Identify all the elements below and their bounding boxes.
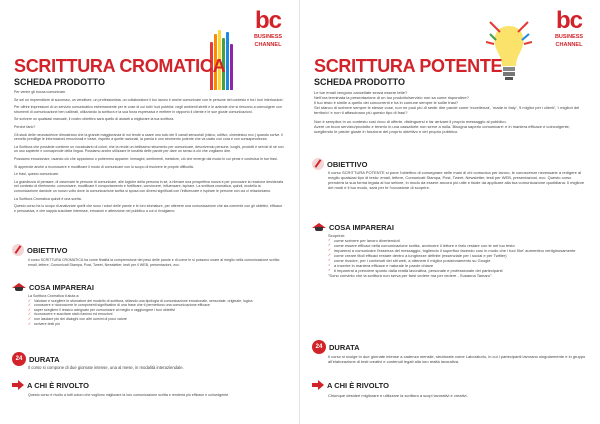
duration-heading [12, 352, 60, 366]
objective-text: Il corso SCRITTURA POTENTE si pone l'obiettivo di consegnare nelle mani di chi comunica per lavoro, le conoscenze necessarie a redigere al meglio qualsiasi tipo di testo: email, lettere, Comunicati Stampa, Post, Tweet, Newsletter, testi per WEB, presentazioni, ecc. Questo corso prenderà la sua forma legata al tuo settore, in modo da essere ancora più utile e facile da applicare alla tua comunicazione quotidiana. Il migliore dei modi è il tuo modo, sarà per te l'occasione di scoprire. [328, 170, 585, 190]
arrow-icon [312, 380, 324, 390]
objective-title: OBIETTIVO [327, 159, 368, 169]
list-item: ✓ conoscere e riconoscere le componenti significative di una frase che ti permettono una comunicazione efficace [28, 303, 283, 308]
page-subtitle: SCHEDA PRODOTTO [14, 77, 106, 87]
intro-paragraph: Per venire gli bocca comunicare. [14, 90, 67, 94]
calendar-24-icon: 24 [12, 352, 26, 366]
brand-mark: bc [254, 7, 281, 34]
calendar-24-icon: 24 [312, 340, 326, 354]
objective-title: OBIETTIVO [27, 245, 68, 255]
learn-text [28, 294, 283, 326]
learn-title: COSA IMPARERAI [329, 222, 395, 232]
intro-paragraph: Perché farlo? [14, 124, 36, 129]
intro-text [314, 90, 586, 134]
intro-paragraph: Le frasi, questo comunicare. [14, 172, 60, 177]
brand-logo [245, 7, 291, 48]
list-item: ✓ come essere efficaci nella comunicazione scritta, avvincere il lettore e farlo restare con te nel tuo testo [328, 243, 586, 248]
audience-text: Chiunque desideri migliorare e utilizzare la scrittura a scopi lavorativi e creativi. [328, 393, 468, 398]
intro-paragraph: Possiamo emozionare, usando ciò che appariamo o potremmo apparire: immagini, sentimenti, metafore, ciò che emerge dal modo in cui pensi e costruisci le tue frasi. [14, 156, 278, 161]
audience-title: A CHI È RIVOLTO [327, 380, 389, 390]
duration-heading [312, 340, 360, 354]
list-item: ✓ ti imparerai a prendere spunto dalla realtà lavorativa, personale e professionale dei partecipanti [328, 268, 586, 273]
intro-paragraph: Il tuo testo è simile a quello dei concorrenti e ha in comune sempre le solite frasi? [314, 100, 459, 105]
duration-text: Il corso si compone di due giornate intense, una al mese, in modalità interaziendale. [28, 365, 184, 370]
intro-paragraph: Si apprende anche a riconoscere e modificare il modo di comunicare con lo scopo di risolvere le proprie difficoltà. [14, 164, 194, 169]
list-item: ✓ Valutare e scegliere le sfumature del modello di scrittura, stilando una tipologia di comunicazione emozionale, sensoriale, originale, logica [28, 299, 283, 304]
learn-text [328, 233, 586, 278]
intro-paragraph: La grandezza di pensare, di osservare le persone di comunicare, alle logiche della persona in sé, a rilevare una prospettiva nuova e per provocare la reazione desiderata nel contesto di riferimento: comunicare, modificare il comportamento e fortificare, convincere, influenzare, ispirare. La scrittura cromatica, quindi, modella la comunicazione dandole un nuovo volto dove la comunicazione scritta si sposa con diversi significati con l'influenzare e ispirare le persone con cui ci relazioniamo. [14, 179, 284, 193]
lightbulb-illustration [486, 20, 532, 90]
brand-line2: CHANNEL [555, 42, 583, 48]
intro-paragraph: Non è semplice in un contesto così ricco di offerte, distinguersi e far arrivare il proprio messaggio al pubblico. [314, 119, 507, 124]
list-item: ✓ saper scegliere il lessico adeguato per comunicare al meglio e raggiungere i tuoi obiettivi [28, 308, 283, 313]
intro-paragraph: Se scrivere un qualsiasi manuale, il nostro obiettivo sarà quello di aiutarti a migliorare la tua scrittura. [14, 117, 175, 122]
objective-heading [312, 158, 367, 170]
page-title: SCRITTURA POTENTE [314, 56, 503, 76]
intro-paragraph: Gli studi delle neuroscienze dimostrano che la grande maggioranza di noi tende a usare uno solo dei 5 canali sensoriali (visivo, uditivo, cinestesico ecc.) quando scrive. Il cervello predilige le informazioni emozionali e visive, rispetto a quelle razionali, la parola è uno strumento potente che va usato con cura e con consapevolezza. [14, 132, 284, 142]
intro-paragraph: La Scrittura che possiede contiene un vocabolario di colori, che la rende un bellissimo strumento per comunicare, descrivendo persone, luoghi, prodotti e servizi di sé con un uso sapiente e consapevole della lingua. Possiamo anche utilizzare le tonalità delle parole per dare un senso a ciò che vogliamo dire. [14, 144, 284, 154]
pen-icon [12, 244, 24, 256]
audience-text: Questo corso è rivolto a tutti coloro che vogliono migliorare la loro comunicazione scritta e renderla più efficace e coinvolgente. [28, 393, 230, 397]
list-item: ✓ scrivere testi più [28, 322, 283, 327]
duration-title: DURATA [29, 354, 60, 364]
list-item: ✓ a inserire in maniera efficace e naturale le parole chiave [328, 263, 586, 268]
graduation-cap-icon [312, 222, 326, 232]
list-item: ✓ come riuscire, per i contenuti dei siti web, a ottenere il miglior posizionamento su Google [328, 258, 586, 263]
intro-paragraph: Le tue email vengono cancellate senza essere lette? [314, 90, 408, 95]
learn-intro: La Scrittura Cromatica ti aiuta a: [28, 294, 80, 298]
intro-paragraph: Se sei un imprenditore di successo, un venditore, un professionista, un collaboratore il tuo lavoro è anche comunicare con le persone del contesto e tra i tuoi interlocutori. [14, 97, 284, 102]
learn-heading [312, 222, 394, 232]
pen-icon [312, 158, 324, 170]
audience-title: A CHI È RIVOLTO [27, 380, 89, 390]
intro-text [14, 90, 284, 216]
intro-paragraph: Avere un buon servizio/prodotto e tenerlo in una cassaforte non serve a nulla. Bisogna saperlo comunicare: e in maniera efficace e coinvolgente, scegliendo le parole giuste in funzione del proprio obiettivo e del proprio pubblico. [314, 124, 571, 134]
intro-paragraph: Questo corso ha lo scopo di analizzare quelli che sono i colori delle parole e le loro sfumature, per ottenere una comunicazione che sia coerente con gli obiettivi, efficace e persuasiva, e che sappia suscitare interesse, emozioni e attenzione nel pubblico a cui ci rivolgiamo. [14, 204, 283, 213]
list-item: ✓ come creare titoli efficaci restare dentro a lunghezze definite (essenziale per i social e per Twitter) [328, 253, 586, 258]
objective-text: Il corso SCRITTURA CROMATICA ha come finalità la comprensione del peso delle parole e di come le si possono usare al meglio nella comunicazione scritta: email, lettere, Comunicati Stampa, Post, Tweet, Newsletter, testi per il WEB, presentazioni, ecc. [28, 258, 280, 267]
arrow-icon [12, 380, 24, 390]
brand-logo [546, 7, 592, 48]
intro-paragraph: Nell'ora terminata la presentazione di un tuo prodotto/servizio non sa come rispondere? [314, 95, 469, 100]
learn-list [28, 299, 283, 327]
intro-paragraph: Sei stanco di scrivere sempre le stesse cose, non ne puoi più di sentir dire parole come 'eccellenza', 'made in Italy', 'il miglior per i clienti', 'i migliori del territorio' e non ti affascinano più questo tipo di frasi? [314, 105, 580, 115]
page-subtitle: SCHEDA PRODOTTO [314, 77, 406, 87]
list-item: ✓ non lasciare più dei dialoghi con altri uomini di poco valore [28, 317, 283, 322]
list-item: ✓ riconoscere e suscitare stati d'animo ed emozioni [28, 312, 283, 317]
list-item: ✓ imparerai a comunicare l'essenza del messaggio, togliendo il superfluo facendo così in modo che i tuoi 'like' aumentino vertiginosamente [328, 248, 586, 253]
right-page [300, 0, 600, 424]
learn-list [328, 238, 586, 273]
intro-paragraph: La Scrittura Cromatica quindi è una scelta. [14, 196, 82, 201]
list-item: ✓ come scrivere per lavoro divertendoti [328, 238, 586, 243]
learn-title: COSA IMPARERAI [29, 282, 95, 292]
objective-heading [12, 244, 67, 256]
graduation-cap-icon [12, 282, 26, 292]
brand-mark: bc [555, 7, 582, 34]
duration-text: Il corso si svolge in due giornate intense a cadenza mensile, strutturate come Laboratorio, in cui i partecipanti lavorano singolarmente e in gruppo all'elaborazione di testi creativi e contenuti legati alla loro realtà lavorativa. [328, 354, 586, 364]
learn-intro: Scoprirai: [328, 233, 345, 238]
duration-title: DURATA [329, 342, 360, 352]
brand-line2: CHANNEL [254, 42, 282, 48]
brand-line1: BUSINESS [554, 34, 584, 40]
page-title: SCRITTURA CROMATICA [14, 56, 226, 76]
learn-heading [12, 282, 94, 292]
learn-quote: "Sono convinto che la scrittura non serva per farsi vedere ma per vedere - Susanna Tamaro". [328, 273, 493, 278]
brand-line1: BUSINESS [253, 34, 283, 40]
intro-paragraph: Per offrire impressioni di un servizio comunicativo estremamente per le cose di cui tutti i tuoi pubblici: negli ambienti stretti e le aziende che si riescono a coinvolgere con strumenti di comunicazione ben calibrati, utilizzando la scrittura e la sua forza espressiva e mettere in rapporto il cliente e le sue giuste comunicazioni. [14, 105, 282, 114]
audience-heading [312, 380, 389, 390]
audience-heading [12, 380, 89, 390]
